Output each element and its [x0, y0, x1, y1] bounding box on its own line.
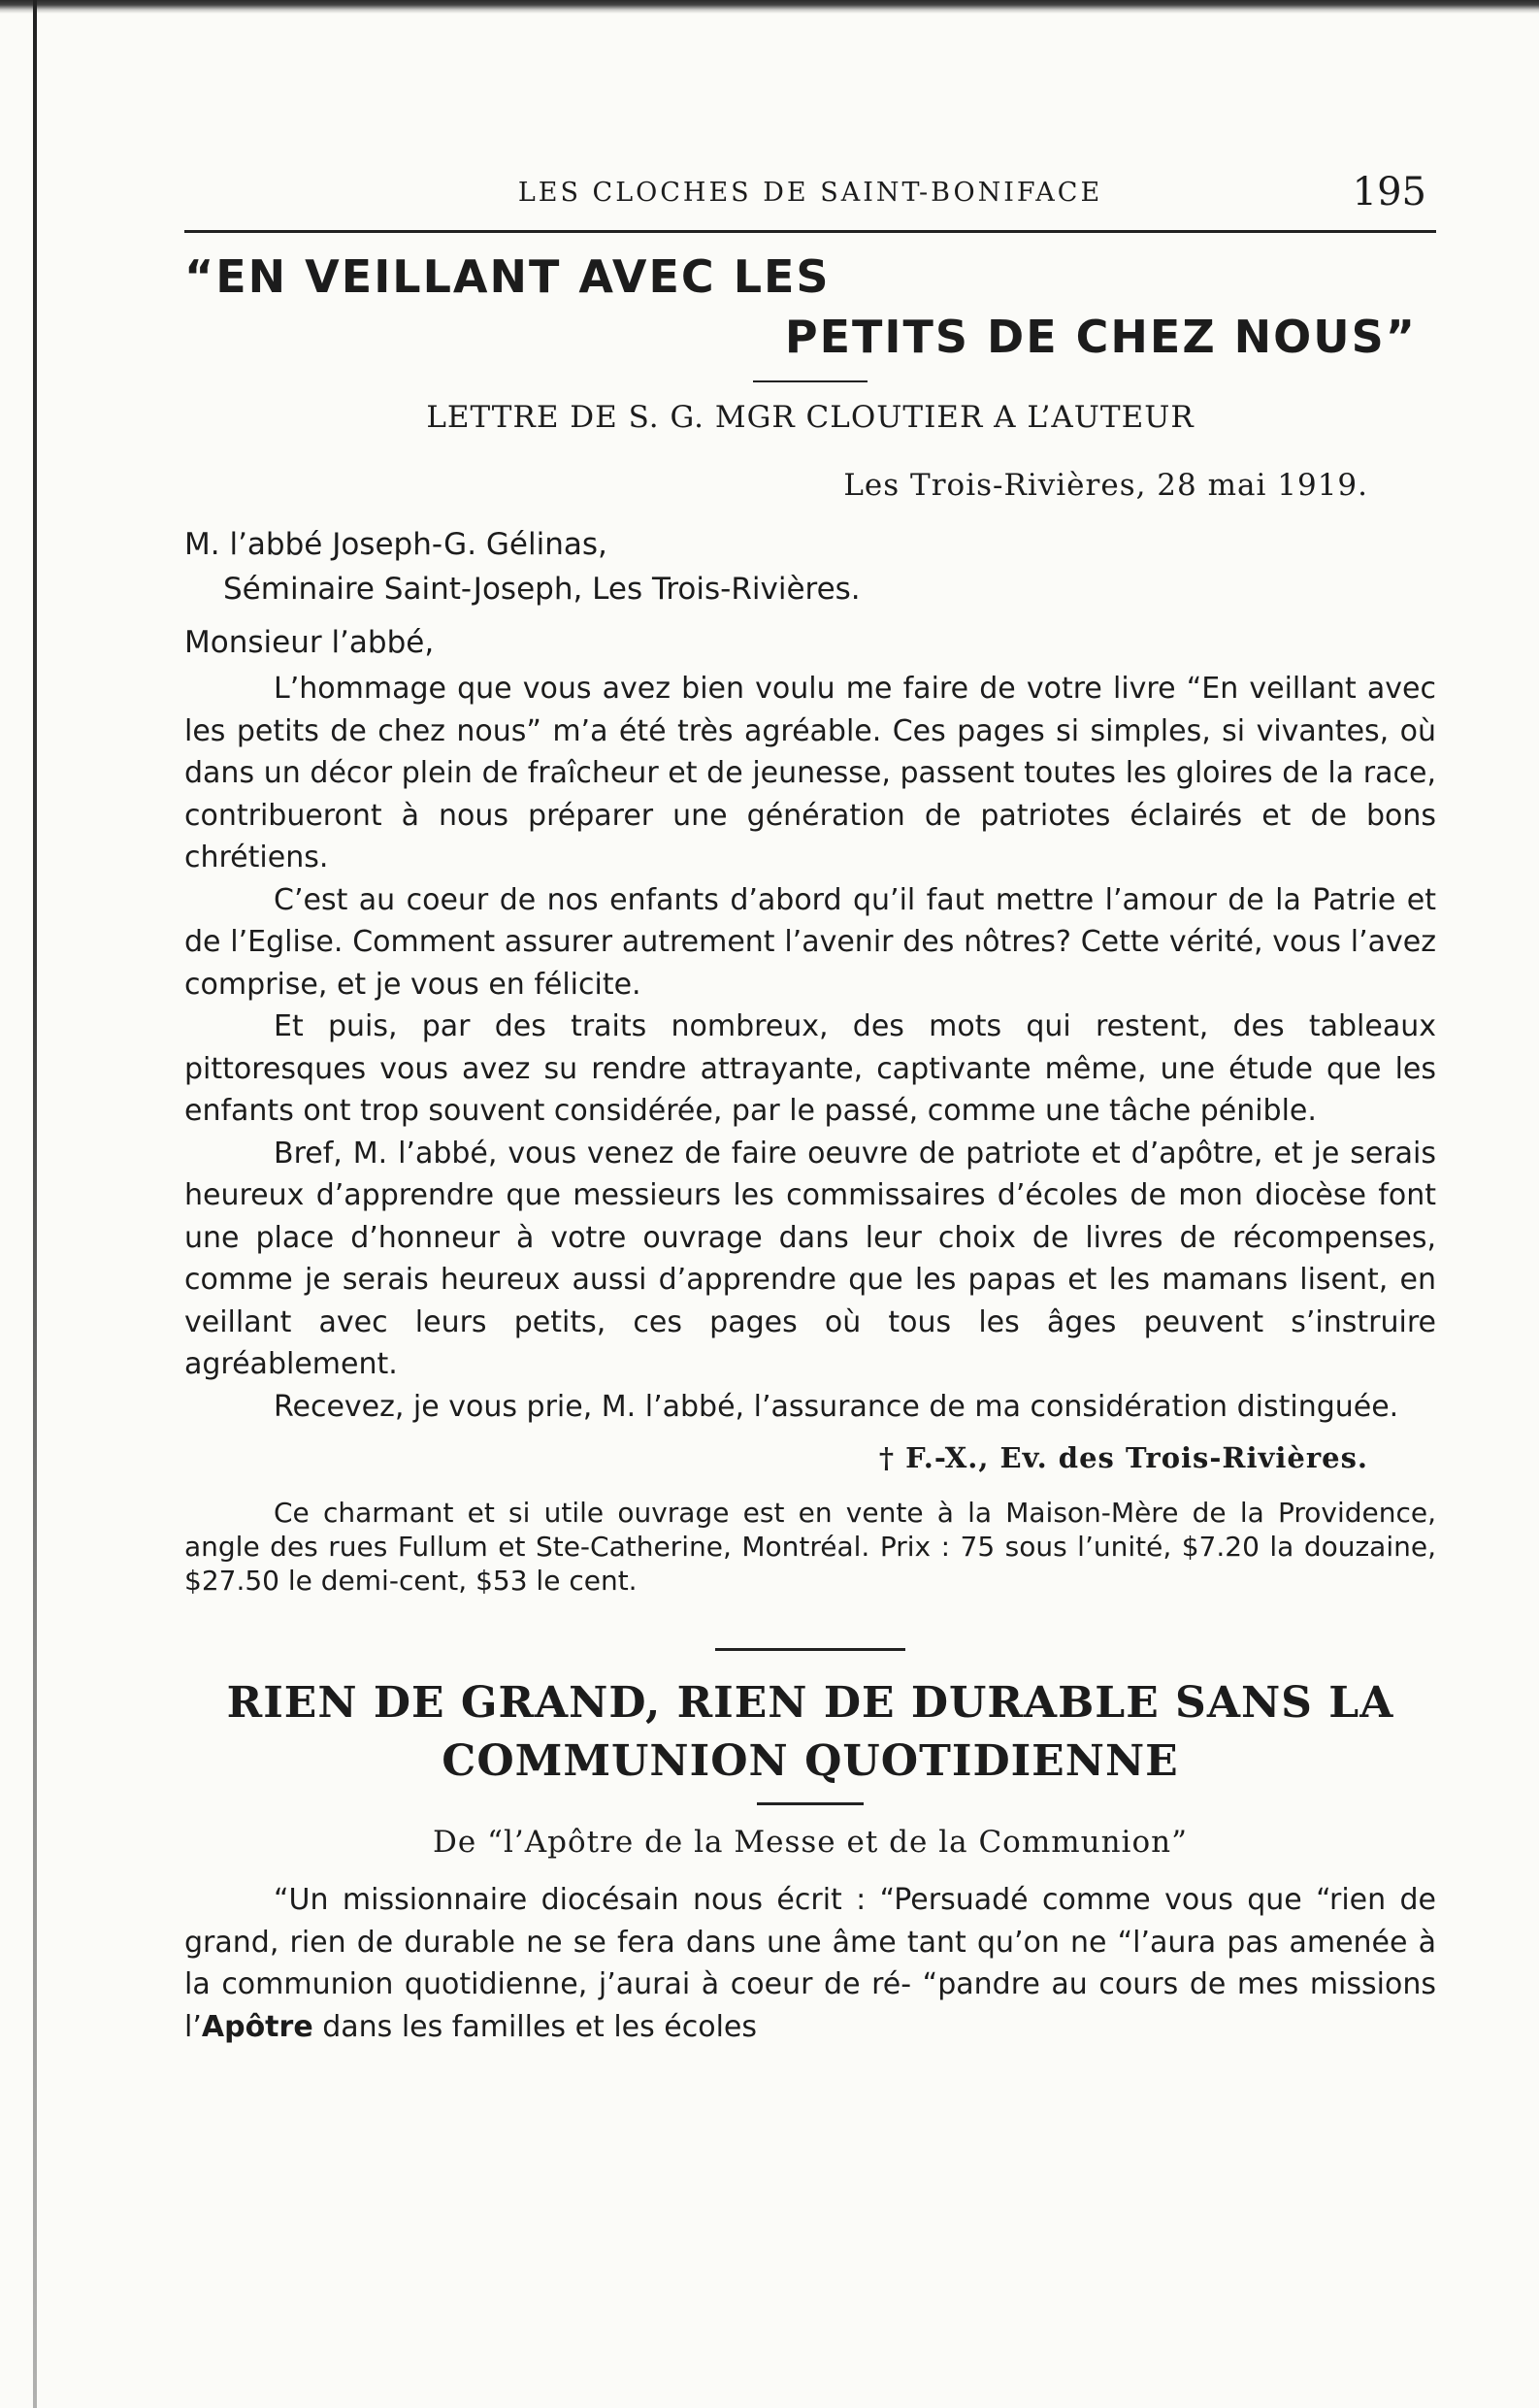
header-rule — [184, 230, 1436, 233]
article2-title-line1: RIEN DE GRAND, RIEN DE DURABLE SANS LA — [226, 1678, 1394, 1728]
article2-paragraph-bold: Apôtre — [201, 2009, 313, 2044]
page — [184, 170, 1436, 2048]
letter-paragraph-5: Recevez, je vous prie, M. l’abbé, l’assurance de ma considération distinguée. — [274, 1389, 1399, 1424]
salutation: Monsieur l’abbé, — [184, 625, 435, 660]
letter-dateline: Les Trois-Rivières, 28 mai 1919. — [843, 468, 1368, 503]
sale-note: Ce charmant et si utile ouvrage est en vente à la Maison-Mère de la Providence, angle des rues Fullum et Ste-Catherine, Montréal. Prix : 75 sous l’unité, $7.20 la douzaine, $27.50 le demi-cent, $53 le cent. — [184, 1497, 1436, 1597]
section-divider — [715, 1648, 905, 1651]
signature: † F.-X., Ev. des Trois-Rivières. — [878, 1441, 1368, 1474]
addressee-line1: M. l’abbé Joseph-G. Gélinas, — [184, 527, 607, 562]
page-number: 195 — [1352, 170, 1426, 214]
article2-paragraph-end: dans les familles et les écoles — [312, 2009, 758, 2044]
article2-paragraph — [184, 1879, 1436, 2048]
article1-title-line1: “EN VEILLANT AVEC LES — [184, 250, 831, 303]
article2-title-divider — [757, 1802, 864, 1805]
article2-title — [184, 1674, 1436, 1791]
article1-subheading: LETTRE DE S. G. MGR CLOUTIER A L’AUTEUR — [426, 400, 1195, 435]
article2-source: De “l’Apôtre de la Messe et de la Communion” — [433, 1825, 1188, 1860]
running-head — [184, 170, 1436, 218]
letter-paragraph-4: Bref, M. l’abbé, vous venez de faire oeuvre de patriote et d’apôtre, et je serais heureux d’apprendre que messieurs les commissaires d’écoles de mon diocèse font une place d’honneur à votre ouvrage dans leur choix de livres de récompenses, comme je serais heureux aussi d’apprendre que les papas et les mamans lisent, en veillant avec leurs petits, ces pages où tous les âges peuvent s’instruire agréablement. — [184, 1136, 1436, 1381]
scan-edge-left — [33, 0, 37, 2408]
letter-paragraph-3: Et puis, par des traits nombreux, des mots qui restent, des tableaux pittoresques vous avez su rendre attrayante, captivante même, une étude que les enfants ont trop souvent considérée, par le passé, comme une tâche pénible. — [184, 1009, 1436, 1128]
running-title: LES CLOCHES DE SAINT-BONIFACE — [517, 178, 1103, 208]
letter-paragraph-1: L’hommage que vous avez bien voulu me faire de votre livre “En veillant avec les petits de chez nous” m’a été très agréable. Ces pages si simples, si vivantes, où dans un décor plein de fraîcheur et de jeunesse, passent toutes les gloires de la race, contribueront à nous préparer une génération de patriotes éclairés et de bons chrétiens. — [184, 672, 1436, 874]
article2-paragraph-start: “Un missionnaire diocésain nous écrit : “Persuadé comme vous que “rien de grand, rien de durable ne se fera dans une âme tant qu’on ne “l’aura pas amenée à la communion quotidienne, j’aurai à coeur de ré- “pandre au cours de mes missions l’ — [184, 1883, 1436, 2044]
letter-paragraph-2: C’est au coeur de nos enfants d’abord qu’il faut mettre l’amour de la Patrie et de l’Eglise. Comment assurer autrement l’avenir des nôtres? Cette vérité, vous l’avez comprise, et je vous en félicite. — [184, 882, 1436, 1002]
addressee-line2: Séminaire Saint-Joseph, Les Trois-Rivières. — [223, 572, 861, 607]
article1-title — [184, 247, 1436, 367]
article1-title-line2: PETITS DE CHEZ NOUS” — [784, 311, 1417, 363]
scan-edge-top — [0, 0, 1539, 14]
title-divider — [753, 380, 868, 382]
article2-title-line2: COMMUNION QUOTIDIENNE — [442, 1736, 1179, 1786]
